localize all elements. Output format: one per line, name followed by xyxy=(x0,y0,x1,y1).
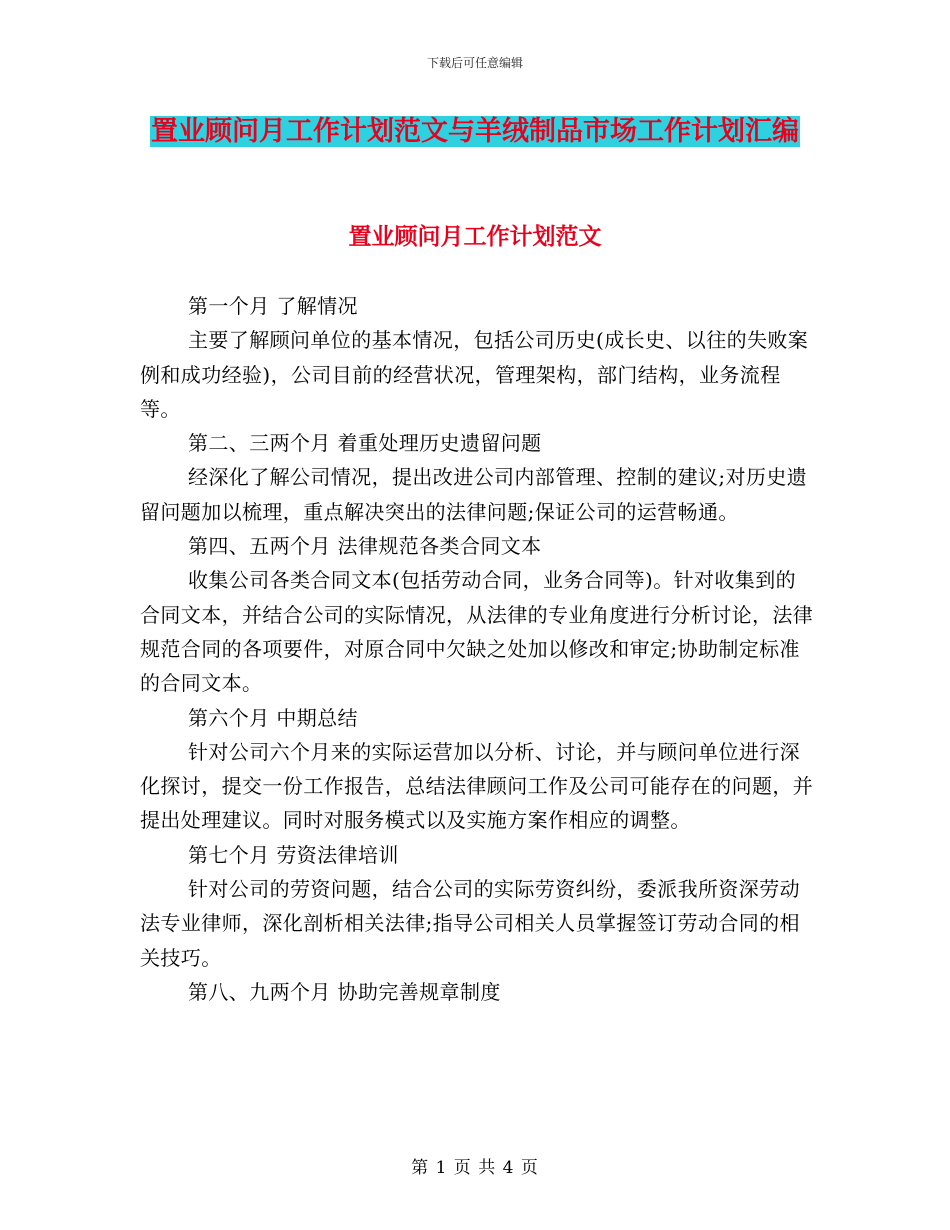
page-footer: 第 1 页 共 4 页 xyxy=(411,1158,539,1178)
paragraph: 针对公司六个月来的实际运营加以分析、讨论，并与顾问单位进行深化探讨，提交一份工作报告，总结法律顾问工作及公司可能存在的问题，并提出处理建议。同时对服务模式以及实施方案作相应的调整。 xyxy=(140,739,814,833)
document-title-text: 置业顾问月工作计划范文与羊绒制品市场工作计划汇编 xyxy=(151,116,799,147)
paragraph: 第四、五两个月 法律规范各类合同文本 xyxy=(188,534,542,559)
header-note: 下载后可任意编辑 xyxy=(426,56,523,70)
paragraph: 第六个月 中期总结 xyxy=(188,705,358,730)
paragraph: 第二、三两个月 着重处理历史遗留问题 xyxy=(188,431,542,456)
paragraph: 主要了解顾问单位的基本情况，包括公司历史(成长史、以往的失败案例和成功经验)，公司目前的经营状况，管理架构，部门结构，业务流程等。 xyxy=(140,328,809,421)
paragraph: 收集公司各类合同文本(包括劳动合同，业务合同等)。针对收集到的合同文本，并结合公司的实际情况，从法律的专业角度进行分析讨论，法律规范合同的各项要件，对原合同中欠缺之处加以修改和审定;协助制定标准的合同文本。 xyxy=(140,568,814,696)
paragraph: 经深化了解公司情况，提出改进公司内部管理、控制的建议;对历史遗留问题加以梳理，重点解决突出的法律问题;保证公司的运营畅通。 xyxy=(140,465,808,524)
paragraph: 第七个月 劳资法律培训 xyxy=(188,842,399,867)
paragraph: 针对公司的劳资问题，结合公司的实际劳资纠纷，委派我所资深劳动法专业律师，深化剖析相关法律;指导公司相关人员掌握签订劳动合同的相关技巧。 xyxy=(140,877,800,970)
document-body xyxy=(140,289,815,1009)
section-title: 置业顾问月工作计划范文 xyxy=(348,223,602,250)
paragraph: 第八、九两个月 协助完善规章制度 xyxy=(188,979,501,1004)
paragraph: 第一个月 了解情况 xyxy=(188,294,358,318)
document-title xyxy=(140,108,810,156)
